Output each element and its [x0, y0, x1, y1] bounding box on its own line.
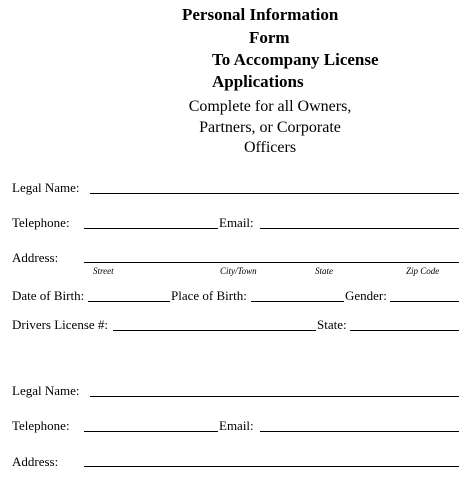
gender-field[interactable] — [390, 301, 459, 302]
address-street-caption: Street — [93, 266, 114, 276]
date-of-birth-label: Date of Birth: — [12, 288, 85, 303]
license-state-field[interactable] — [350, 330, 459, 331]
legal-name-field-2[interactable] — [90, 396, 459, 397]
email-field[interactable] — [260, 228, 459, 229]
gender-label: Gender: — [345, 288, 387, 303]
address-city-caption: City/Town — [220, 266, 257, 276]
address-label-2: Address: — [12, 454, 59, 469]
form-title-line-2: Form — [249, 28, 290, 47]
legal-name-label-2: Legal Name: — [12, 383, 80, 398]
address-zip-caption: Zip Code — [406, 266, 440, 276]
email-label: Email: — [219, 215, 254, 230]
form-subtitle-line-2: Partners, or Corporate — [199, 119, 341, 136]
legal-name-field[interactable] — [90, 193, 459, 194]
address-field[interactable] — [84, 262, 459, 263]
telephone-label-2: Telephone: — [12, 418, 70, 433]
telephone-field[interactable] — [84, 228, 218, 229]
drivers-license-field[interactable] — [113, 330, 316, 331]
email-field-2[interactable] — [260, 431, 459, 432]
telephone-label: Telephone: — [12, 215, 70, 230]
form-title-line-1: Personal Information — [182, 5, 339, 24]
address-field-2[interactable] — [84, 466, 459, 467]
form-title-line-3: To Accompany License — [212, 50, 379, 69]
telephone-field-2[interactable] — [84, 431, 218, 432]
license-state-label: State: — [317, 317, 347, 332]
legal-name-label: Legal Name: — [12, 180, 80, 195]
form-subtitle-line-1: Complete for all Owners, — [188, 98, 352, 115]
drivers-license-label: Drivers License #: — [12, 317, 109, 332]
form-title-line-4: Applications — [212, 72, 304, 91]
address-state-caption: State — [315, 266, 333, 276]
place-of-birth-field[interactable] — [251, 301, 344, 302]
place-of-birth-label: Place of Birth: — [171, 288, 247, 303]
address-label: Address: — [12, 250, 59, 265]
email-label-2: Email: — [219, 418, 254, 433]
form-subtitle-line-3: Officers — [243, 139, 297, 156]
date-of-birth-field[interactable] — [88, 301, 170, 302]
